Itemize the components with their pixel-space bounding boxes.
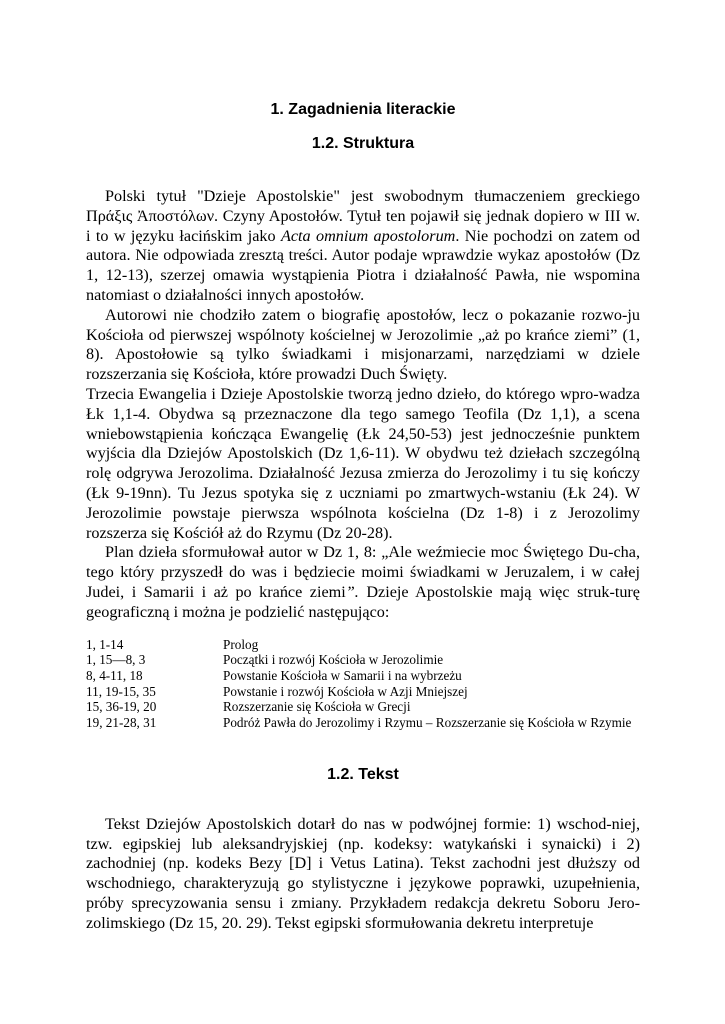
outline-row [86, 699, 640, 715]
outline-description: Podróż Pawła do Jerozolimy i Rzymu – Rozszerzanie się Kościoła w Rzymie [223, 715, 632, 731]
outline-description: Początki i rozwój Kościoła w Jerozolimie [223, 652, 444, 668]
outline-row [86, 637, 640, 653]
paragraph-purpose: Autorowi nie chodziło zatem o biografię apostołów, lecz o pokazanie rozwo-ju Kościoła od pierwszej wspólnoty kościelnej w Jerozolimie „aż po krańce ziemi” (1, 8). Apostołowie są tylko świadkami i misjonarzami, narzędziami w dziele rozszerzania się Kościoła, które prowadzi Duch Święty. [86, 305, 640, 384]
outline-description: Prolog [223, 636, 259, 652]
paragraph-text: . Nie pochodzi on zatem od autora. Nie odpowiada zresztą treści. Autor podaje wprawdzie wykaz apostołów (Dz 1, 12-13), szerzej omawia wystąpienia Piotra i działalność Pawła, nie wspomina natomiast o działalności innych apostołów. [86, 226, 640, 304]
outline-reference: 15, 36-19, 20 [86, 699, 157, 715]
paragraph-text: Plan dzieła sformułował autor w Dz 1, 8: „Ale weźmiecie moc Świętego Du-cha, tego który przyszedł do was i będziecie moimi świadkami w Jeruzalem, i w całej Judei, i Samarii i aż po krańce ziemi [86, 543, 640, 601]
outline-description: Powstanie Kościoła w Samarii i na wybrzeżu [223, 667, 462, 683]
paragraph-text-forms: Tekst Dziejów Apostolskich dotarł do nas w podwójnej formie: 1) wschod-niej, tzw. egipskiej lub aleksandryjskiej (np. kodeksy: watykański i synaicki) i 2) zachodniej (np. kodeks Bezy [D] i Vetus Latina). Tekst zachodni jest dłuższy od wschodniego, charakteryzują go stylistyczne i językowe poprawki, uzupełnienia, próby sprecyzowania sensu i zmiany. Przykładem redakcja dekretu Soboru Jero-zolimskiego (Dz 15, 20. 29). Tekst egipski sformułowania dekretu interpretuje [86, 814, 640, 932]
page-content [86, 96, 640, 934]
outline-description: Rozszerzanie się Kościoła w Grecji [223, 699, 411, 715]
outline-reference: 19, 21-28, 31 [86, 715, 157, 731]
outline-description: Powstanie i rozwój Kościoła w Azji Mniejszej [223, 683, 468, 699]
quote-close: ”. [345, 582, 359, 601]
structure-outline-table [86, 637, 640, 731]
paragraph-text: Dzieje Apostolskie mają więc struk-turę geograficzną i można je podzielić następująco: [86, 582, 640, 621]
paragraph-plan [86, 543, 640, 622]
section-structure-title: 1.2. Struktura [311, 135, 415, 152]
outline-row [86, 684, 640, 700]
outline-row [86, 715, 640, 731]
outline-row [86, 668, 640, 684]
latin-title: Acta omnium apostolorum [280, 226, 456, 245]
outline-reference: 1, 1-14 [86, 636, 124, 652]
paragraph-text: Polski tytuł "Dzieje Apostolskie" jest swobodnym tłumaczeniem greckiego Πράξις Ἀποστόλων. Czyny Apostołów. Tytuł ten pojawił się jednak dopiero w III w. i to w języku łacińskim jako [86, 187, 640, 245]
outline-reference: 1, 15—8, 3 [86, 652, 146, 668]
outline-reference: 8, 4-11, 18 [86, 667, 143, 683]
paragraph-luke-acts: Trzecia Ewangelia i Dzieje Apostolskie tworzą jedno dzieło, do którego wpro-wadza Łk 1,1-4. Obydwa są przeznaczone dla tego samego Teofila (Dz 1,1), a scena wniebowstąpienia kończąca Ewangelię (Łk 24,50-53) jest jednocześnie punktem wyjścia dla Dziejów Apostolskich (Dz 1,6-11). W obydwu też dziełach szczególną rolę odgrywa Jerozolima. Działalność Jezusa zmierza do Jerozolimy i tu się kończy (Łk 9-19nn). Tu Jezus spotyka się z uczniami po zmartwych-wstaniu (Łk 24). W Jerozolimie powstaje pierwsza wspólnota kościelna (Dz 1-8) i z Jerozolimy rozszerza się Kościół aż do Rzymu (Dz 20-28). [86, 384, 640, 542]
outline-reference: 11, 19-15, 35 [86, 683, 156, 699]
section-text-title: 1.2. Tekst [327, 765, 399, 783]
paragraph-title-origin [86, 187, 640, 306]
outline-row [86, 652, 640, 668]
chapter-title: 1. Zagadnienia literackie [270, 101, 456, 118]
